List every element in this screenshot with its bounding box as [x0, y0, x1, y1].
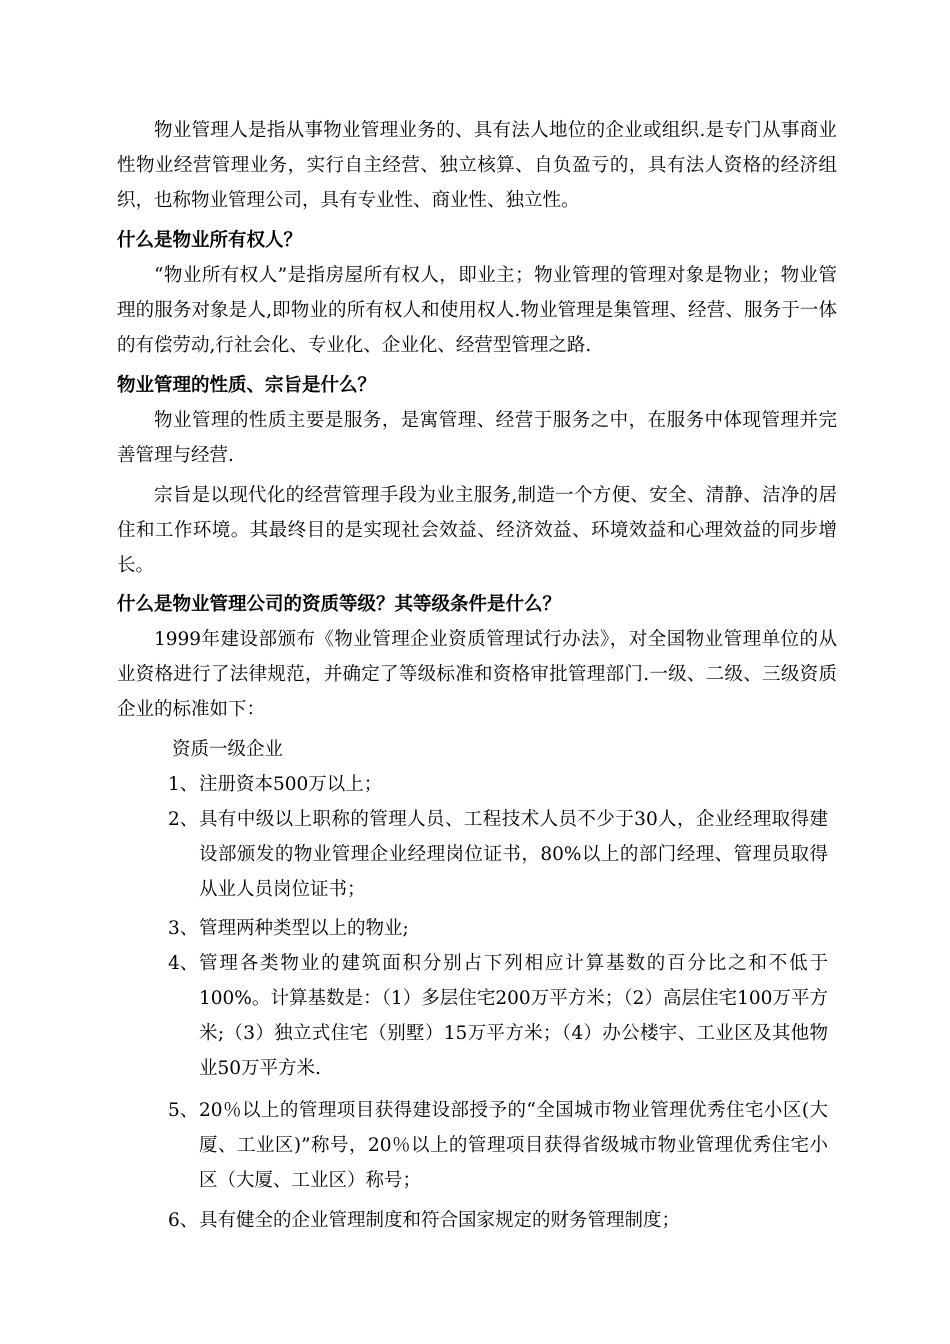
- list-item: [168, 946, 828, 1086]
- list-item-text: 具有中级以上职称的管理人员、工程技术人员不少于30人，企业经理取得建设部颁发的物业管理企业经理岗位证书，80%以上的部门经理、管理员取得从业人员岗位证书；: [199, 809, 828, 900]
- list-item-text: 管理各类物业的建筑面积分别占下列相应计算基数的百分比之和不低于100%。计算基数是：（1）多层住宅200万平方米；（2）高层住宅100万平方米;（3）独立式住宅（别墅）15万平方米；（4）办公楼宇、工业区及其他物业50万平方米.: [199, 953, 828, 1079]
- heading-property-owner: 什么是物业所有权人？: [117, 230, 303, 251]
- list-item-number: 6、: [168, 1210, 199, 1231]
- heading-nature-purpose: 物业管理的性质、宗旨是什么？: [117, 375, 377, 396]
- list-item: [168, 1093, 828, 1198]
- list-item-number: 2、: [168, 809, 199, 830]
- list-item: [168, 767, 828, 802]
- list-item-text: 20％以上的管理项目获得建设部授予的“全国城市物业管理优秀住宅小区(大厦、工业区)”称号，20％以上的管理项目获得省级城市物业管理优秀住宅小区（大厦、工业区）称号；: [199, 1100, 828, 1191]
- list-item-text: 注册资本500万以上；: [199, 774, 383, 795]
- list-item-number: 4、: [168, 953, 199, 974]
- list-item-number: 5、: [168, 1100, 199, 1121]
- list-item-text: 具有健全的企业管理制度和符合国家规定的财务管理制度；: [199, 1210, 681, 1231]
- list-item: [168, 802, 828, 907]
- purpose-paragraph: 宗旨是以现代化的经营管理手段为业主服务,制造一个方便、安全、清静、洁净的居住和工作环境。其最终目的是实现社会效益、经济效益、环境效益和心理效益的同步增长。: [117, 485, 837, 576]
- list-item: [168, 1203, 828, 1238]
- list-item: [168, 911, 828, 946]
- list-item-number: 3、: [168, 918, 199, 939]
- heading-qualification-level: 什么是物业管理公司的资质等级？其等级条件是什么？: [117, 594, 562, 615]
- property-owner-paragraph: “物业所有权人”是指房屋所有权人，即业主；物业管理的管理对象是物业；物业管理的服务对象是人,即物业的所有权人和使用权人.物业管理是集管理、经营、服务于一体的有偿劳动,行社会化、专业化、企业化、经营型管理之路.: [117, 265, 837, 356]
- qualification-paragraph: 1999年建设部颁布《物业管理企业资质管理试行办法》，对全国物业管理单位的从业资格进行了法律规范，并确定了等级标准和资格审批管理部门.一级、二级、三级资质企业的标准如下：: [117, 629, 837, 720]
- intro-paragraph: 物业管理人是指从事物业管理业务的、具有法人地位的企业或组织.是专门从事商业性物业经营管理业务，实行自主经营、独立核算、自负盈亏的，具有法人资格的经济组织，也称物业管理公司，具有专业性、商业性、独立性。: [117, 120, 837, 211]
- nature-paragraph: 物业管理的性质主要是服务，是寓管理、经营于服务之中，在服务中体现管理并完善管理与经营.: [117, 410, 837, 466]
- list-item-text: 管理两种类型以上的物业;: [199, 918, 409, 939]
- list-item-number: 1、: [168, 774, 199, 795]
- level-one-subheading: 资质一级企业: [172, 739, 284, 760]
